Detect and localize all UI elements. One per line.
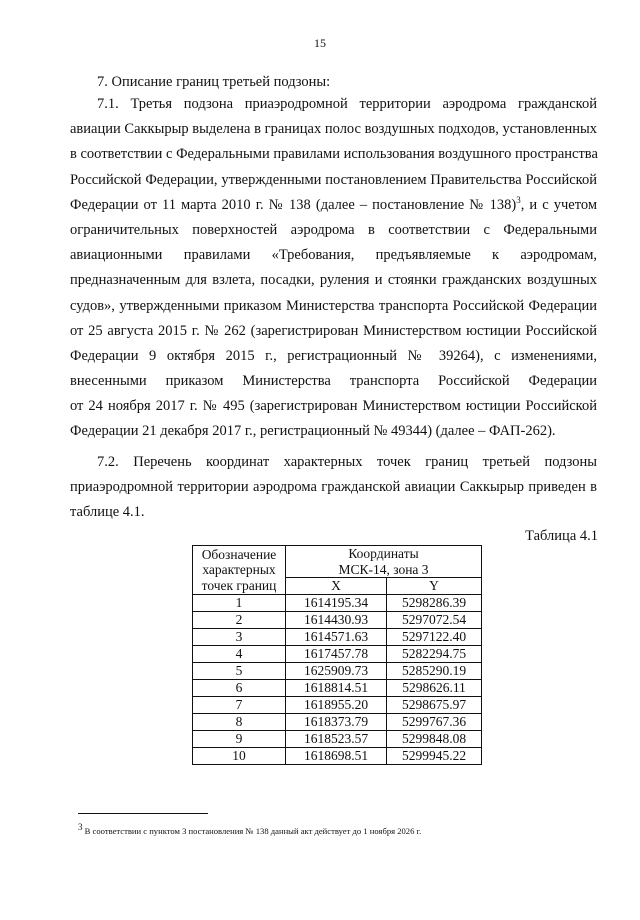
header-y: Y bbox=[387, 578, 482, 595]
paragraph-line: 7.2. Перечень координат характерных точек границ третьей подзоны bbox=[97, 454, 597, 470]
header-coordinates bbox=[286, 546, 482, 578]
coordinate-x-cell: 1617457.78 bbox=[286, 646, 387, 663]
coordinate-x-cell: 1618523.57 bbox=[286, 731, 387, 748]
point-number-cell: 9 bbox=[193, 731, 286, 748]
coordinate-x-cell: 1614430.93 bbox=[286, 612, 387, 629]
paragraph-line: от 25 августа 2015 г. № 262 (зарегистрирован Министерством юстиции Российской bbox=[70, 322, 597, 339]
paragraph-line: судов», утвержденными приказом Министерства транспорта Российской Федерации bbox=[70, 297, 597, 314]
coordinate-x-cell: 1618814.51 bbox=[286, 680, 387, 697]
coordinate-y-cell: 5299945.22 bbox=[387, 748, 482, 765]
coordinate-y-cell: 5298286.39 bbox=[387, 595, 482, 612]
coordinate-x-cell: 1614571.63 bbox=[286, 629, 387, 646]
point-number-cell: 4 bbox=[193, 646, 286, 663]
footnote-divider bbox=[78, 813, 208, 814]
coordinate-y-cell: 5297122.40 bbox=[387, 629, 482, 646]
point-number-cell: 3 bbox=[193, 629, 286, 646]
point-number-cell: 7 bbox=[193, 697, 286, 714]
point-number-cell: 2 bbox=[193, 612, 286, 629]
footnote bbox=[78, 822, 422, 836]
table-row bbox=[193, 697, 482, 714]
paragraph-7-2 bbox=[70, 450, 597, 526]
coordinate-y-cell: 5282294.75 bbox=[387, 646, 482, 663]
point-number-cell: 1 bbox=[193, 595, 286, 612]
table-row bbox=[193, 748, 482, 765]
paragraph-line: авиации Саккырыр выделена в границах полос воздушных подходов, установленных bbox=[70, 121, 597, 138]
table-body bbox=[193, 595, 482, 765]
paragraph-text: , и с учетом bbox=[520, 196, 597, 213]
table-caption: Таблица 4.1 bbox=[525, 528, 598, 544]
footnote-reference: 3 bbox=[516, 194, 521, 205]
header-x: X bbox=[286, 578, 387, 595]
coordinate-y-cell: 5299767.36 bbox=[387, 714, 482, 731]
table-row bbox=[193, 731, 482, 748]
paragraph-line bbox=[70, 193, 597, 218]
section-heading: 7. Описание границ третьей подзоны: bbox=[97, 74, 331, 90]
table-row bbox=[193, 612, 482, 629]
page-number: 15 bbox=[314, 36, 326, 50]
coordinate-x-cell: 1614195.34 bbox=[286, 595, 387, 612]
point-number-cell: 5 bbox=[193, 663, 286, 680]
paragraph-line: в соответствии с Федеральными правилами использования воздушного пространства bbox=[70, 146, 598, 163]
table-row bbox=[193, 663, 482, 680]
header-text: Координаты bbox=[348, 546, 419, 561]
table-row bbox=[193, 595, 482, 612]
paragraph-text: Федерации от 11 марта 2010 г. № 138 (далее – постановление № 138) bbox=[70, 196, 517, 213]
paragraph-line: таблице 4.1. bbox=[70, 504, 145, 521]
coordinate-y-cell: 5298675.97 bbox=[387, 697, 482, 714]
footnote-text: В соответствии с пунктом 3 постановления № 138 данный акт действует до 1 ноября 2026 г. bbox=[82, 826, 422, 836]
paragraph-line: Федерации 9 октября 2015 г., регистрационный № 39264), с изменениями, bbox=[70, 347, 597, 364]
paragraph-7-1 bbox=[70, 92, 597, 445]
paragraph-line: 7.1. Третья подзона приаэродромной территории аэродрома гражданской bbox=[97, 96, 597, 112]
table-row bbox=[193, 646, 482, 663]
coordinate-x-cell: 1625909.73 bbox=[286, 663, 387, 680]
coordinate-y-cell: 5297072.54 bbox=[387, 612, 482, 629]
paragraph-line: предназначенным для взлета, посадки, руления и стоянки гражданских воздушных bbox=[70, 272, 597, 289]
header-text: точек границ bbox=[201, 577, 277, 593]
header-text: характерных bbox=[202, 562, 276, 578]
paragraph-line: авиационными правилами «Требования, предъявляемые к аэродромам, bbox=[70, 247, 597, 264]
coordinate-x-cell: 1618698.51 bbox=[286, 748, 387, 765]
point-number-cell: 8 bbox=[193, 714, 286, 731]
coordinates-table bbox=[192, 545, 482, 765]
paragraph-line: приаэродромной территории аэродрома гражданской авиации Саккырыр приведен в bbox=[70, 479, 597, 496]
paragraph-line: от 24 ноября 2017 г. № 495 (зарегистрирован Министерством юстиции Российской bbox=[70, 398, 597, 415]
header-text: МСК-14, зона 3 bbox=[338, 561, 429, 577]
paragraph-line: Федерации 21 декабря 2017 г., регистрационный № 49344) (далее – ФАП-262). bbox=[70, 423, 556, 440]
paragraph-line: ограничительных поверхностей аэродрома в соответствии с Федеральными bbox=[70, 221, 597, 238]
header-text: Обозначение bbox=[201, 546, 277, 562]
coordinate-y-cell: 5298626.11 bbox=[387, 680, 482, 697]
paragraph-line: Российской Федерации, утвержденными постановлением Правительства Российской bbox=[70, 171, 597, 188]
point-number-cell: 6 bbox=[193, 680, 286, 697]
table-row bbox=[193, 629, 482, 646]
coordinate-x-cell: 1618955.20 bbox=[286, 697, 387, 714]
table-row bbox=[193, 714, 482, 731]
paragraph-line: внесенными приказом Министерства транспорта Российской Федерации bbox=[70, 373, 597, 390]
footnote-mark: 3 bbox=[78, 822, 83, 833]
header-point-name bbox=[193, 546, 286, 595]
table-row bbox=[193, 680, 482, 697]
point-number-cell: 10 bbox=[193, 748, 286, 765]
coordinate-y-cell: 5299848.08 bbox=[387, 731, 482, 748]
coordinate-y-cell: 5285290.19 bbox=[387, 663, 482, 680]
coordinate-x-cell: 1618373.79 bbox=[286, 714, 387, 731]
